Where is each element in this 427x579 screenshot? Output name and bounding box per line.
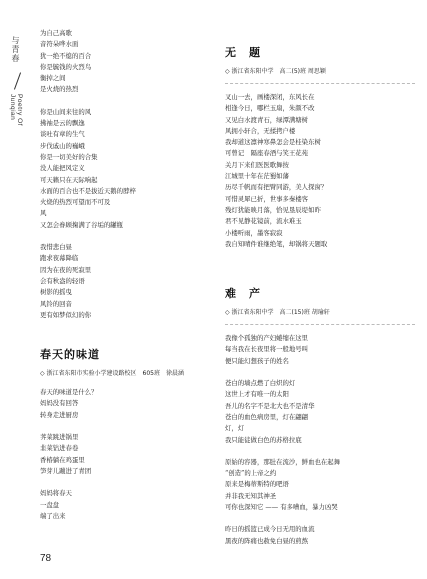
section-stanza-2 [40, 432, 200, 477]
poem-line: 笋芽儿蹦进了青团 [40, 466, 92, 475]
poem2-title: 难 产 [225, 287, 261, 301]
poem-line: 又怎会眷顾掬满了谷垢的罐瓶 [40, 220, 124, 229]
left-stanza-1 [40, 28, 200, 96]
poem-line: 我惜悲白昼 [40, 243, 72, 252]
poem-line: 每当我在长夜里将一般地号叫 [225, 345, 309, 354]
left-column [40, 28, 200, 533]
poem-line: 树影的摇曳 [40, 288, 72, 297]
poem-line: 我却道这凛神寒鼻怎会是桂染东树 [225, 138, 321, 147]
section-stanza-1 [40, 387, 200, 421]
poem-line: “创造”的上帝之约 [225, 469, 277, 478]
poem2-stanza-3 [225, 457, 415, 513]
poem-line: 荠菜跳进锅里 [40, 433, 79, 442]
poem-line: 会有秋盎的轻语 [40, 276, 85, 285]
poem-line: 春天的味道是什么？ [40, 388, 98, 397]
poem-line: 火烧的热烈可望而不可及 [40, 198, 111, 207]
poem-line: 原始的容器，那肚在流沙，鲜血也在起舞 [225, 457, 341, 466]
side-tab-chinese: 与青春 [11, 36, 20, 63]
poem1-body [225, 92, 415, 250]
poem-line: 黑夜的阵痛也赦免白昼的煎熬 [225, 536, 309, 545]
poem-line: 水面的百合也不是拔近天鹅的脖梓 [40, 186, 136, 195]
poem-line: 可天籁只在天际响起 [40, 175, 98, 184]
divider [225, 324, 415, 325]
poem-line: 端了出来 [40, 511, 66, 520]
section-title: 春天的味道 [40, 348, 100, 362]
poem-line: 原来是梅蒂斯特的吧语 [225, 480, 289, 489]
side-tab-rule [14, 72, 21, 89]
poem-line: 转身走进厨房 [40, 410, 79, 419]
poem-line: 音符朵哗水面 [40, 40, 79, 49]
poem-line: 衡掉之间 [40, 74, 66, 83]
poem-line: 风拥小轩合，无揉拷户楼 [225, 126, 296, 135]
poem-line: 韭菜钻进春卷 [40, 444, 79, 453]
poem-line: 妈妈将春天 [40, 489, 72, 498]
poem-line: 小楼听雨，墨客寂寂 [225, 228, 283, 237]
poem-line: 犹一绝不熄的百合 [40, 51, 92, 60]
poem-line: 我自知晴件谁继绝笔，却锅将天题取 [225, 239, 328, 248]
poem-line: 昨日的摇篮已成今日无用的血流 [225, 525, 315, 534]
poem-line: 你是一切美好的合集 [40, 152, 98, 161]
poem1-byline: ◇ 浙江省东阳中学 高二(5)班 周思颖 [225, 68, 326, 75]
left-stanza-2 [40, 107, 200, 231]
section-byline: ◇ 浙江省东阳市实验小学建设路校区 605班 徐晨涵 [40, 370, 184, 378]
poem-line: 更有如梦似幻的你 [40, 310, 92, 319]
side-tab-english: Poetry Of Junqian [9, 94, 23, 126]
divider [225, 83, 415, 84]
poem-line: 苍白的血色病房里，灯在翩翩 [225, 412, 309, 421]
poem-line: 我像个孤独的产妇蜷缩在这里 [225, 334, 309, 343]
poem-line: 便只能幻想孩子的姓名 [225, 356, 289, 365]
poem-line: 叉山一去，画楼深闭，东风长在 [225, 93, 315, 101]
poem-line: 拂袖是云的飘逸 [40, 119, 85, 128]
poem-line: 相逢今日，哪栏玉扇，朱颜不改 [225, 104, 315, 113]
poem-line: 并非我无知其神圣 [225, 491, 277, 500]
poem-line: 可你也深知它 —— 有多嘈血，暴力凶哭 [225, 503, 338, 512]
poem2-stanza-2 [225, 378, 415, 446]
poem-line: 跑求夜幕降临 [40, 254, 79, 263]
poem-line: 这世上才有唯一的太阳 [225, 390, 289, 399]
page-number: 78 [40, 553, 52, 564]
left-stanza-3 [40, 242, 200, 321]
poem-line: 是火烧的热烈 [40, 85, 79, 94]
poem2-stanza-1 [225, 333, 415, 367]
poem-line: 你是山间来往的风 [40, 107, 92, 116]
poem-line: 香椿躺在鸡蛋里 [40, 455, 85, 464]
poem-line: 一盘盘 [40, 500, 60, 509]
poem-line: 苍白的墙点燃了白炽的灯 [225, 379, 296, 388]
poem-line: 风 [40, 209, 47, 218]
poem-line: 谈吐有章的生气 [40, 130, 85, 139]
poem-line: 因为在夜的死寂里 [40, 265, 92, 274]
poem-line: 可惜灵犀已折，世事多秦楼客 [225, 194, 309, 203]
poem-line: 风铃的回音 [40, 299, 72, 308]
poem-line: 我只能徒做白色的苏格拉底 [225, 435, 302, 444]
poem-line: 没人能把风定义 [40, 164, 85, 173]
poem-line: 灯，灯 [225, 424, 245, 433]
poem-line: 可曾记 隔座春酒与笑王花苑 [225, 149, 309, 158]
side-tab [8, 36, 28, 146]
poem-line: 为自己高歌 [40, 29, 72, 37]
poem-line: 残灯犹能映月落，恰见垦辰堤如昨 [225, 205, 321, 214]
poem-line: 吾儿的名字不是北大也不是清华 [225, 401, 315, 410]
poem-line: 关月下来们医医歌舞按 [225, 160, 289, 169]
poem-line: 妈妈没有回答 [40, 399, 79, 408]
poem2-stanza-4 [225, 524, 415, 547]
poem-line: 江城里十年在茫蜀如藩 [225, 172, 289, 181]
poem-line: 你是毓钱的火烈鸟 [40, 62, 92, 71]
section-stanza-3 [40, 488, 200, 522]
right-column [225, 44, 415, 558]
poem-line: 步伐戚山的巍峨 [40, 141, 85, 150]
poem-line: 历尽千帆而有把臂同游，美人探窗？ [225, 183, 328, 192]
poem1-title: 无 题 [225, 46, 261, 59]
poem2-byline: ◇ 浙江省东阳中学 高二(15)班 胡瑜轩 [225, 309, 330, 317]
poem-line: 君不见静花镜前，流水难玉 [225, 217, 302, 226]
poem-line: 又见白水渡青石，绿潭满塘树 [225, 115, 309, 124]
